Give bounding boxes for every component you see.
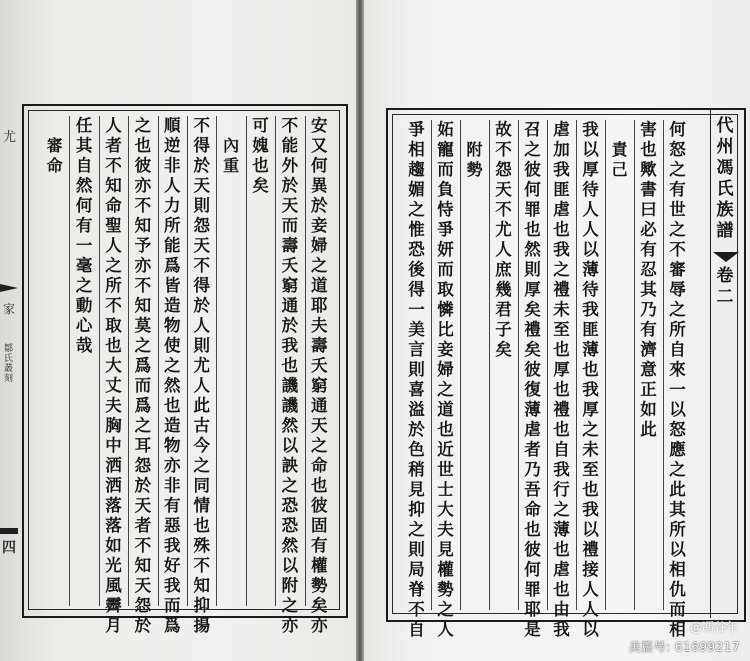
page-number: 四: [2, 540, 16, 556]
right-column-rule: [663, 120, 664, 610]
title-divider: [710, 108, 711, 618]
right-column-rule: [634, 120, 635, 610]
right-column-10: 爭 相 趨 媚 之 惟 恐 後 得 一 美 言 則 喜 溢 於 色 稍 見 抑 之 則 局 脊 不 自: [408, 120, 425, 639]
margin-fragment-top: 尤: [3, 130, 17, 145]
right-column-rule: [431, 120, 432, 610]
right-column-2: 害 也 歟 書 曰 必 有 忍 其 乃 有 濟 意 正 如 此: [640, 120, 657, 439]
left-text-columns: [40, 116, 334, 635]
left-column-6: 順 逆 非 人 力 所 能 爲 皆 造 物 使 之 然 也 造 物 亦 非 有 惡 我 好 我 而 爲: [164, 116, 181, 635]
right-text-columns: [402, 120, 692, 639]
margin-marker-bottom: [0, 528, 18, 534]
book-spine: [356, 0, 364, 661]
right-column-1: 何 怒 之 有 世 之 不 審 辱 之 所 自 來 一 以 怒 應 之 此 其 所 以 相 仇 而 相: [669, 120, 686, 639]
right-column-rule: [518, 120, 519, 610]
left-heading-10: 審 命: [46, 136, 63, 175]
left-column-5: 不 得 於 天 則 怨 天 不 得 於 人 則 尤 人 此 古 今 之 同 情 也 殊 不 知 抑 揚: [193, 116, 210, 635]
margin-marker-top: [0, 284, 18, 292]
right-column-rule: [460, 120, 461, 610]
right-column-7: 故 不 怨 天 不 尤 人 庶 幾 君 子 矣: [495, 120, 512, 359]
left-column-rule: [246, 116, 247, 606]
right-page: [364, 0, 750, 661]
left-column-rule: [187, 116, 188, 606]
right-column-rule: [576, 120, 577, 610]
left-column-rule: [99, 116, 100, 606]
left-column-rule: [128, 116, 129, 606]
right-column-9: 妬 寵 而 負 恃 爭 妍 而 取 憐 比 妾 婦 之 道 也 近 世 士 大 夫 見 權 勢 之 人: [437, 120, 454, 639]
right-column-rule: [489, 120, 490, 610]
right-column-5: 虐 加 我 匪 虐 也 我 之 禮 未 至 也 厚 也 禮 也 自 我 行 之 薄 也 虐 也 由 我: [553, 120, 570, 639]
left-column-2: 不 能 外 於 天 而 壽 夭 窮 通 於 我 也 譏 譏 然 以 詇 之 恐 恐 然 以 附 之 亦: [281, 116, 299, 635]
left-column-1: 安 又 何 異 於 妾 婦 之 道 耶 夫 壽 夭 窮 通 天 之 命 也 彼 固 有 權 勢 矣 亦: [311, 116, 328, 635]
watermark-id: 美篇号: 61699217: [628, 640, 740, 654]
left-column-rule: [69, 116, 70, 606]
right-heading-8: 附 勢: [466, 140, 483, 179]
left-column-rule: [275, 116, 276, 606]
right-column-6: 召 之 彼 何 罪 也 然 則 厚 矣 禮 矣 彼 復 薄 虐 者 乃 吾 命 也 彼 何 罪 耶 是: [524, 120, 541, 639]
right-column-rule: [547, 120, 548, 610]
book-title: 代 州 馮 氏 族 譜: [716, 116, 734, 241]
left-column-rule: [158, 116, 159, 606]
left-column-7: 之 也 彼 亦 不 知 予 亦 不 知 莫 之 爲 而 爲 之 耳 怨 於 天 者 不 知 天 怨 於: [134, 116, 152, 635]
right-column-4: 我 以 厚 待 人 人 以 薄 待 我 匪 薄 也 我 厚 之 未 至 也 我 以 禮 接 人 人 以: [582, 120, 599, 639]
watermark-author: @馮谷年: [689, 620, 738, 634]
left-heading-4: 內 重: [223, 136, 240, 175]
margin-fragment-mid: 家: [3, 302, 16, 316]
right-column-rule: [605, 120, 606, 610]
volume-label: 卷 二: [716, 266, 734, 307]
left-column-9: 任 其 自 然 何 有 一 毫 之 動 心 哉: [75, 116, 93, 355]
right-heading-3: 責 己: [611, 140, 628, 179]
left-page: [0, 0, 356, 661]
left-column-3: 可 媿 也 矣: [252, 116, 269, 195]
left-column-rule: [305, 116, 306, 606]
left-column-8: 人 者 不 知 命 聖 人 之 所 不 取 也 大 丈 夫 胸 中 洒 洒 落 落 如 光 風 霽 月: [105, 116, 122, 635]
left-column-rule: [216, 116, 217, 606]
margin-fragment-small: 鄒氏叢刻: [4, 344, 14, 384]
